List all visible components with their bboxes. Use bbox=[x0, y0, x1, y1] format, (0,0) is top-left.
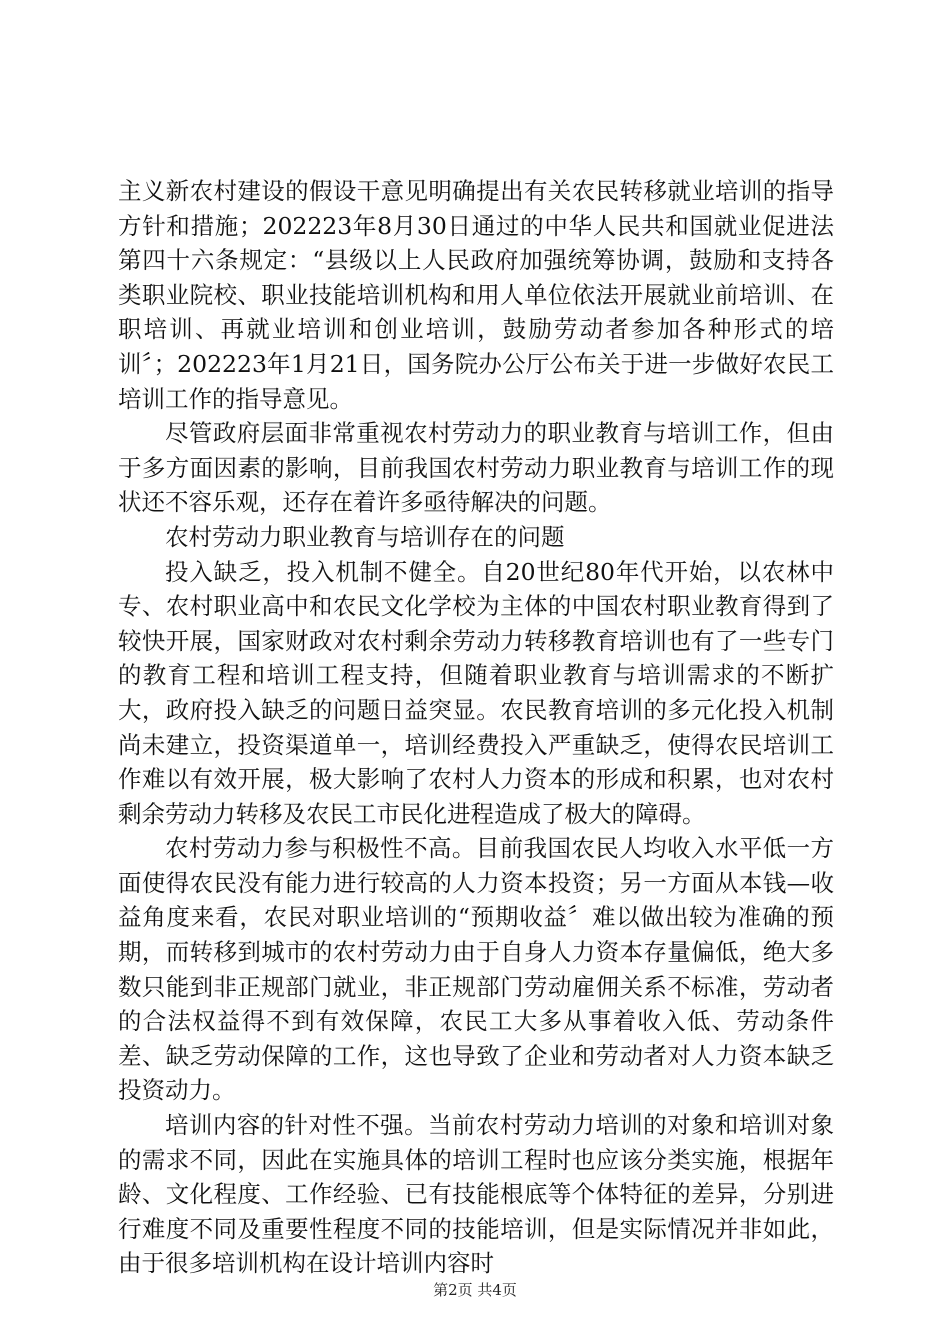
section-heading: 农村劳动力职业教育与培训存在的问题 bbox=[165, 522, 565, 551]
body-paragraph-2: 尽管政府层面非常重视农村劳动力的职业教育与培训工作，但由于多方面因素的影响，目前我国农村劳动力职业教育与培训工作的现状还不容乐观，还存在着许多亟待解决的问题。 bbox=[118, 419, 834, 517]
body-paragraph-3: 投入缺乏，投入机制不健全。自20世纪80年代开始，以农林中专、农村职业高中和农民文化学校为主体的中国农村职业教育得到了较快开展，国家财政对农村剩余劳动力转移教育培训也有了一些专门的教育工程和培训工程支持，但随着职业教育与培训需求的不断扩大，政府投入缺乏的问题日益突显。农民教育培训的多元化投入机制尚未建立，投资渠道单一，培训经费投入严重缺乏，使得农民培训工作难以有效开展，极大影响了农村人力资本的形成和积累，也对农村剩余劳动力转移及农民工市民化进程造成了极大的障碍。 bbox=[118, 557, 834, 828]
body-paragraph-1: 主义新农村建设的假设干意见明确提出有关农民转移就业培训的指导方针和措施；202223年8月30日通过的中华人民共和国就业促进法第四十六条规定：“县级以上人民政府加强统筹协调，鼓励和支持各类职业院校、职业技能培训机构和用人单位依法开展就业前培训、在职培训、再就业培训和创业培训，鼓励劳动者参加各种形式的培训〞；202223年1月21日，国务院办公厅公布关于进一步做好农民工培训工作的指导意见。 bbox=[118, 177, 834, 413]
body-paragraph-4: 农村劳动力参与积极性不高。目前我国农民人均收入水平低一方面使得农民没有能力进行较高的人力资本投资；另一方面从本钱—收益角度来看，农民对职业培训的“预期收益〞难以做出较为准确的预期，而转移到城市的农村劳动力由于自身人力资本存量偏低，绝大多数只能到非正规部门就业，非正规部门劳动雇佣关系不标准，劳动者的合法权益得不到有效保障，农民工大多从事着收入低、劳动条件差、缺乏劳动保障的工作，这也导致了企业和劳动者对人力资本缺乏投资动力。 bbox=[118, 834, 834, 1105]
body-paragraph-5: 培训内容的针对性不强。当前农村劳动力培训的对象和培训对象的需求不同，因此在实施具体的培训工程时也应该分类实施，根据年龄、文化程度、工作经验、已有技能根底等个体特征的差异，分别进行难度不同及重要性程度不同的技能培训，但是实际情况并非如此，由于很多培训机构在设计培训内容时 bbox=[118, 1111, 834, 1278]
page-content bbox=[118, 174, 834, 1281]
page-number-footer: 第2页 共4页 bbox=[433, 1281, 517, 1299]
